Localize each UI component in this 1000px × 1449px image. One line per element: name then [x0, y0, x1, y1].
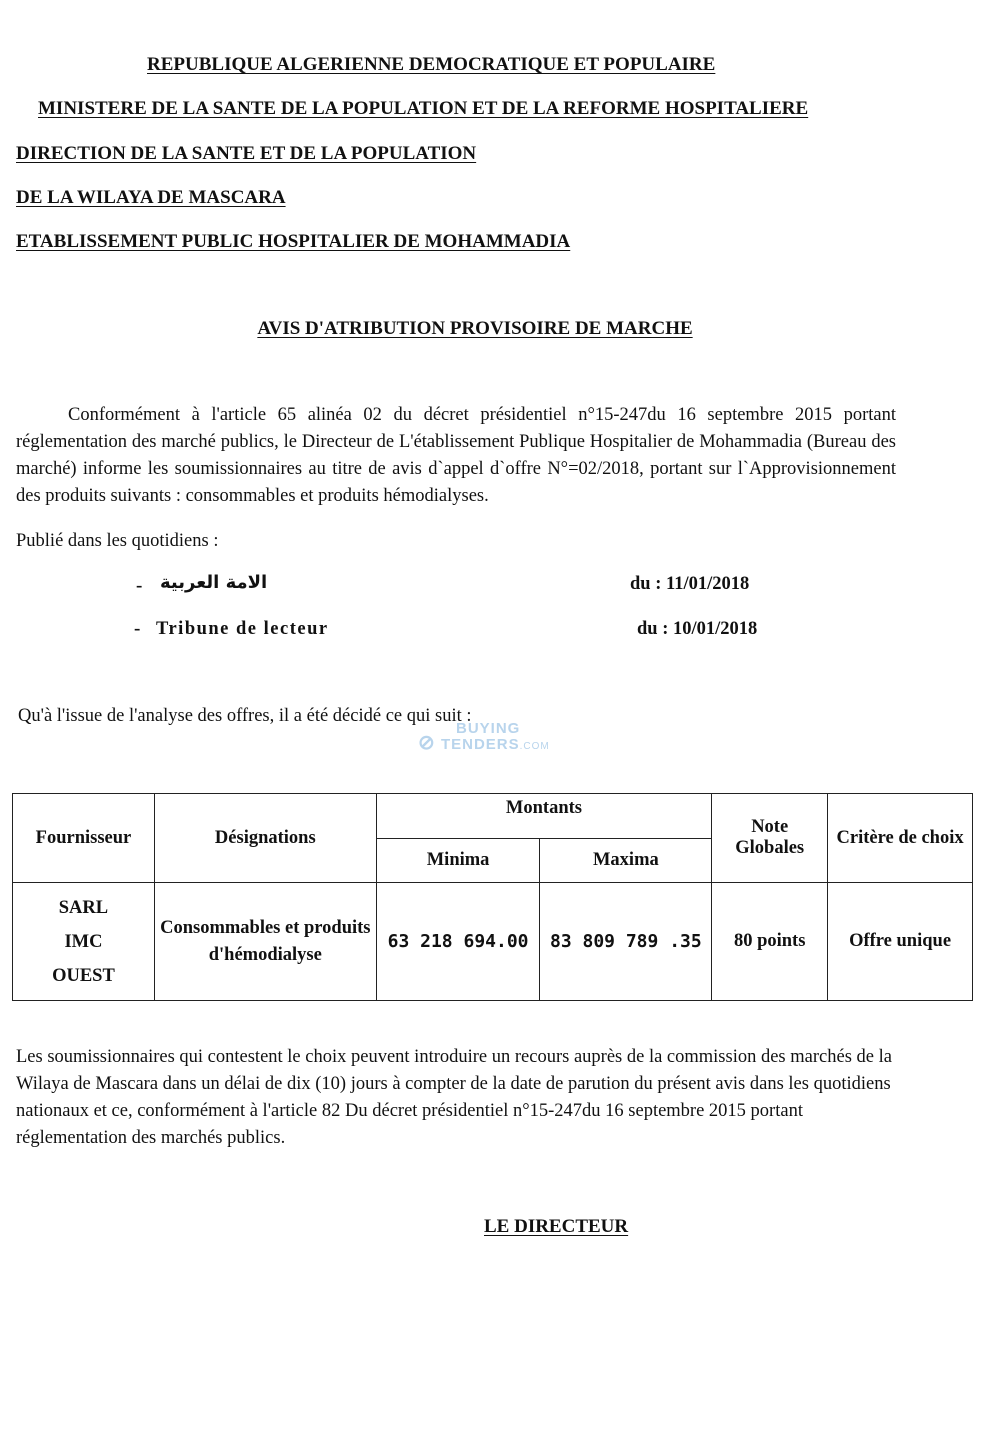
- header-supplier: Fournisseur: [13, 794, 155, 883]
- watermark-logo: [418, 722, 550, 754]
- newspaper-1-date: du : 11/01/2018: [630, 574, 750, 594]
- decision-text: Qu'à l'issue de l'analyse des offres, il a été décidé ce qui suit :: [18, 706, 472, 726]
- supplier-line-1: SARL: [58, 897, 109, 918]
- header-line-ministry: MINISTERE DE LA SANTE DE LA POPULATION ET DE LA REFORME HOSPITALIERE: [38, 98, 809, 119]
- supplier-line-2: IMC: [64, 931, 103, 952]
- header-line-republic: REPUBLIQUE ALGERIENNE DEMOCRATIQUE ET POPULAIRE: [147, 54, 716, 75]
- newspaper-1-name: الامة العربية: [160, 572, 268, 593]
- watermark-tenders: TENDERS: [440, 736, 520, 753]
- supplier-line-3: OUEST: [52, 965, 115, 986]
- watermark-suffix: .COM: [519, 741, 550, 752]
- watermark-line2: ⊘ TENDERS.COM: [418, 732, 550, 754]
- header-max: Maxima: [540, 839, 712, 883]
- newspaper-2-date: du : 10/01/2018: [637, 619, 758, 639]
- cell-designation: Consommables et produits d'hémodialyse: [154, 883, 376, 1001]
- intro-paragraph: [16, 402, 896, 510]
- header-line-direction: DIRECTION DE LA SANTE ET DE LA POPULATION: [16, 143, 477, 164]
- header-line-establishment: ETABLISSEMENT PUBLIC HOSPITALIER DE MOHAMMADIA: [16, 231, 571, 252]
- cell-max: 83 809 789 .35: [540, 883, 712, 1001]
- newspaper-2-dash: -: [134, 618, 141, 639]
- cell-supplier: [13, 883, 155, 1001]
- header-criteria: Critère de choix: [828, 794, 973, 883]
- cell-criteria: Offre unique: [828, 883, 973, 1001]
- appeal-paragraph: Les soumissionnaires qui contestent le choix peuvent introduire un recours auprès de la commission des marchés de la Wilaya de Mascara dans un délai de dix (10) jours à compter de la date de parution du présent avis dans les quotidiens nationaux et ce, conformément à l'article 82 Du décret présidentiel n°15-247du 16 septembre 2015 portant réglementation des marchés publics.: [16, 1047, 892, 1148]
- newspaper-2-name: Tribune de lecteur: [156, 619, 329, 639]
- intro-text: Conformément à l'article 65 alinéa 02 du décret présidentiel n°15-247du 16 septembre 2015 portant réglementation des marché publics, le Directeur de L'établissement Publique Hospitalier de Mohammadia (Bureau des marché) informe les soumissionnaires au titre de avis d`appel d`offre N°=02/2018, portant sur l`Approvisionnement des produits suivants : consommables et produits hémodialyses.: [16, 405, 896, 506]
- header-line-wilaya: DE LA WILAYA DE MASCARA: [16, 187, 286, 208]
- newspaper-1-dash: -: [136, 575, 143, 596]
- award-table: [12, 793, 973, 1001]
- watermark-line1: BUYING: [456, 720, 521, 737]
- published-label: Publié dans les quotidiens :: [16, 531, 219, 551]
- header-amounts: Montants: [376, 794, 712, 839]
- cell-min: 63 218 694.00: [376, 883, 540, 1001]
- cell-note: 80 points: [712, 883, 828, 1001]
- header-designations: Désignations: [154, 794, 376, 883]
- table-row: [13, 883, 973, 1001]
- header-min: Minima: [376, 839, 540, 883]
- notice-title: AVIS D'ATRIBUTION PROVISOIRE DE MARCHE: [257, 318, 693, 339]
- header-note: Note Globales: [712, 794, 828, 883]
- signature-label: LE DIRECTEUR: [484, 1216, 629, 1237]
